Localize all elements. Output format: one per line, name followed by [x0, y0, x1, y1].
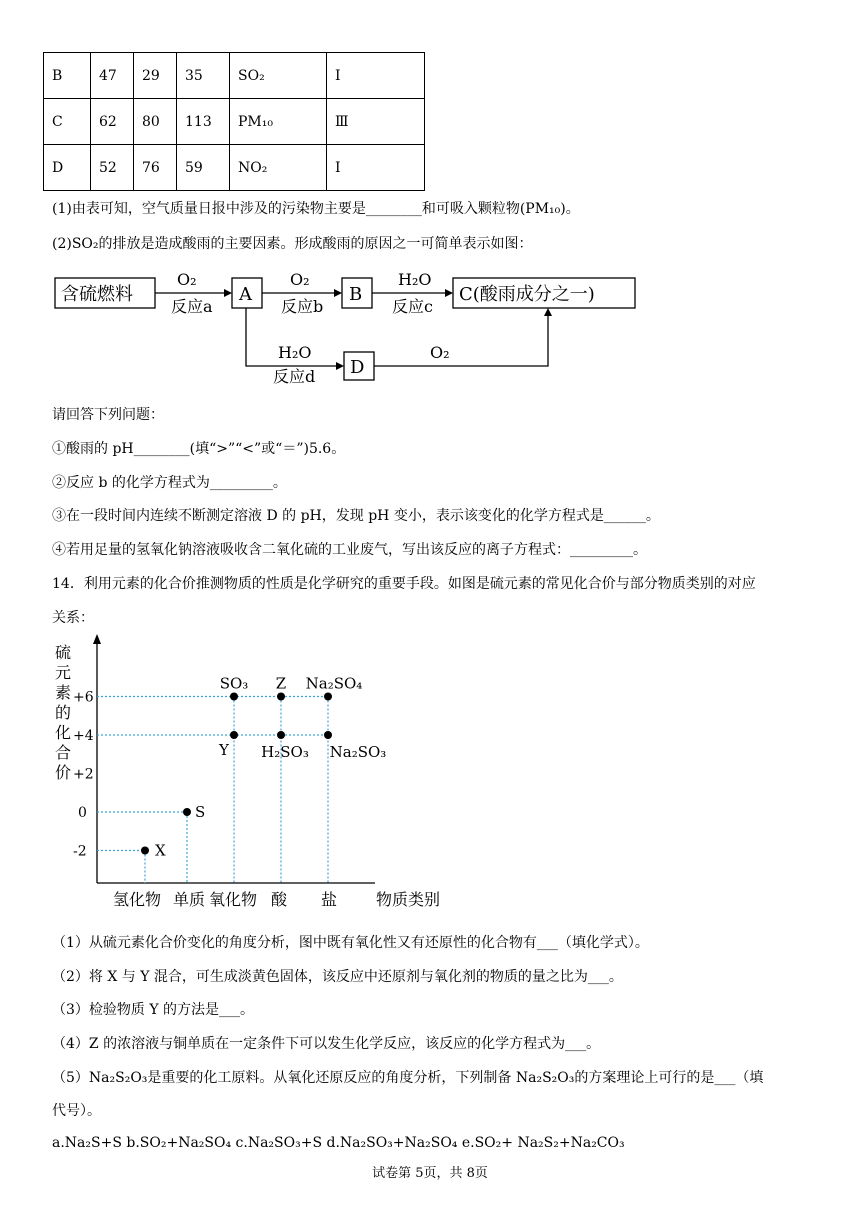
data-point: [324, 693, 332, 701]
table-cell-city: C: [44, 99, 91, 145]
q14-question3: （3）检验物质 Y 的方法是___。: [52, 1002, 255, 1018]
data-point-label: S: [195, 803, 206, 821]
q14-options: a.Na₂S+S b.SO₂+Na₂SO₄ c.Na₂SO₃+S d.Na₂SO₃+Na₂SO₄ e.SO₂+ Na₂S₂+Na₂CO₃: [52, 1135, 625, 1151]
data-point: [277, 693, 285, 701]
table-cell-city: B: [44, 53, 91, 99]
table-cell-c3: 35: [177, 53, 230, 99]
table-row: [44, 53, 425, 99]
flow-c-label: C(酸雨成分之一): [459, 284, 595, 305]
x-category-label: 盐: [321, 890, 338, 909]
x-category-label: 氧化物: [209, 890, 258, 909]
data-point-label: Na₂SO₃: [329, 743, 387, 761]
table-cell-c1: 52: [91, 145, 134, 191]
y-axis-label-char: 价: [55, 763, 72, 782]
flow-reaction-c: 反应c: [392, 297, 433, 316]
x-axis-label: 物质类别: [376, 890, 441, 909]
table-cell-c1: 62: [91, 99, 134, 145]
flow-o2-b: O₂: [290, 270, 310, 289]
flow-o2-d: O₂: [430, 343, 450, 362]
flow-reaction-b: 反应b: [281, 297, 324, 316]
data-table: [43, 52, 425, 191]
table-cell-pollutant: NO₂: [230, 145, 327, 191]
data-point-label: X: [155, 841, 166, 860]
data-point: [230, 693, 238, 701]
table-cell-level: Ⅰ: [327, 53, 425, 99]
sulfur-valence-chart: [0, 630, 860, 915]
data-point: [141, 847, 149, 855]
q13-sub3: ③在一段时间内连续不断测定溶液 D 的 pH，发现 pH 变小，表示该变化的化学方程式是______。: [52, 508, 660, 524]
flow-d-label: D: [350, 357, 365, 378]
data-point: [230, 731, 238, 739]
q14-question5-line1: （5）Na₂S₂O₃是重要的化工原料。从氧化还原反应的角度分析，下列制备 Na₂S₂O₃的方案理论上可行的是___（填: [52, 1070, 764, 1086]
data-point-label: SO₃: [219, 674, 249, 693]
q14-question1: （1）从硫元素化合价变化的角度分析，图中既有氧化性又有还原性的化合物有___（填化学式）。: [52, 935, 649, 951]
table-cell-c2: 76: [134, 145, 177, 191]
y-axis-label-char: 硫: [55, 643, 72, 662]
table-row: [44, 145, 425, 191]
y-axis-label-char: 的: [55, 703, 72, 722]
page-footer: 试卷第 5页，共 8页: [372, 1166, 488, 1181]
x-category-label: 单质: [173, 890, 206, 909]
flow-b-label: B: [349, 284, 363, 305]
table-cell-c2: 29: [134, 53, 177, 99]
q13-part2: (2)SO₂的排放是造成酸雨的主要因素。形成酸雨的原因之一可简单表示如图：: [52, 236, 533, 252]
y-tick-label: +4: [73, 728, 94, 744]
flow-o2-a: O₂: [177, 270, 197, 289]
data-point-label: H₂SO₃: [261, 743, 309, 761]
table-cell-c3: 113: [177, 99, 230, 145]
y-axis-label-char: 素: [55, 683, 72, 702]
flow-reaction-a: 反应a: [171, 297, 213, 316]
flow-a-label: A: [239, 284, 252, 305]
table-cell-level: Ⅲ: [327, 99, 425, 145]
y-tick-label: +2: [73, 766, 94, 783]
table-cell-city: D: [44, 145, 91, 191]
q14-intro-line1: 14．利用元素的化合价推测物质的性质是化学研究的重要手段。如图是硫元素的常见化合价与部分物质类别的对应: [52, 576, 756, 592]
y-tick-label: 0: [78, 805, 87, 821]
q13-sub2: ②反应 b 的化学方程式为_________。: [52, 475, 287, 491]
y-tick-label: +6: [73, 689, 94, 706]
table-cell-c3: 59: [177, 145, 230, 191]
y-axis-label-char: 合: [55, 743, 72, 762]
data-point-label: Y: [219, 741, 229, 759]
x-category-label: 氢化物: [113, 890, 162, 909]
y-axis-arrow: [93, 634, 101, 644]
acid-rain-flow-diagram: [0, 260, 860, 385]
q14-intro-line2: 关系：: [52, 610, 94, 626]
q14-question5-line2: 代号）。: [52, 1103, 101, 1119]
data-point-label: Na₂SO₄: [305, 674, 363, 693]
x-category-label: 酸: [271, 890, 288, 909]
q13-prompt: 请回答下列问题：: [52, 407, 164, 423]
y-tick-label: -2: [73, 843, 87, 860]
table-cell-level: Ⅰ: [327, 145, 425, 191]
data-point-label: Z: [275, 674, 287, 693]
y-axis-label-char: 化: [55, 723, 72, 742]
flow-start-label: 含硫燃料: [61, 284, 133, 305]
data-point: [183, 808, 191, 816]
q14-question4: （4）Z 的浓溶液与铜单质在一定条件下可以发生化学反应，该反应的化学方程式为___。: [52, 1036, 601, 1052]
y-axis-label-char: 元: [55, 663, 72, 682]
q13-sub4: ④若用足量的氢氧化钠溶液吸收含二氧化硫的工业废气，写出该反应的离子方程式：_________。: [52, 542, 647, 558]
data-point: [324, 731, 332, 739]
q14-question2: （2）将 X 与 Y 混合，可生成淡黄色固体，该反应中还原剂与氧化剂的物质的量之比为___。: [52, 969, 623, 985]
q13-sub1: ①酸雨的 pH________(填“>”“<”或“＝”)5.6。: [52, 441, 346, 457]
table-row: [44, 99, 425, 145]
table-cell-pollutant: PM₁₀: [230, 99, 327, 145]
y-axis-label: [55, 643, 71, 782]
flow-h2o-d: H₂O: [278, 343, 312, 362]
q13-part1: (1)由表可知，空气质量日报中涉及的污染物主要是________和可吸入颗粒物(PM₁₀)。: [52, 201, 580, 217]
flow-h2o-c: H₂O: [398, 270, 432, 289]
data-point: [277, 731, 285, 739]
table-cell-c1: 47: [91, 53, 134, 99]
table-cell-pollutant: SO₂: [230, 53, 327, 99]
flow-reaction-d: 反应d: [273, 367, 316, 385]
table-cell-c2: 80: [134, 99, 177, 145]
